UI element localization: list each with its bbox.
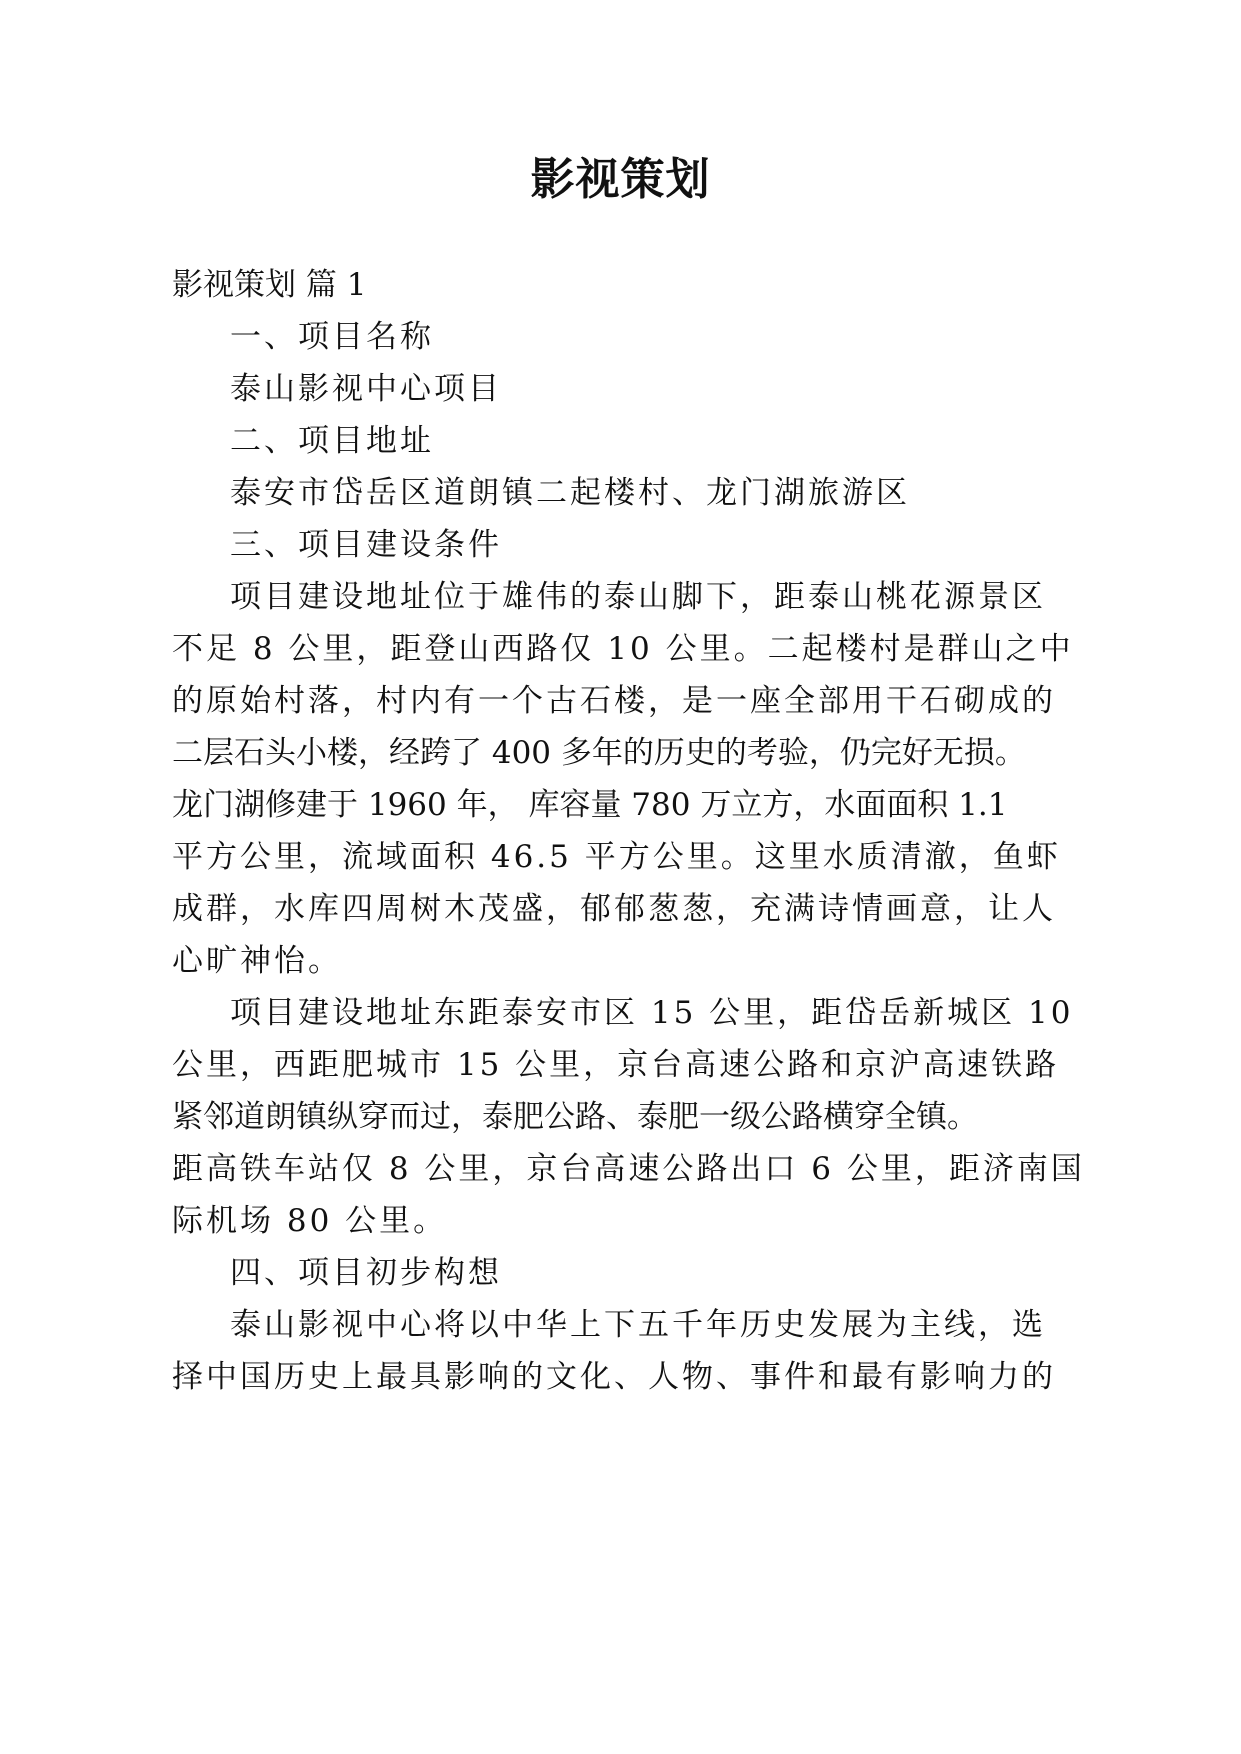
paragraph-line: 泰山影视中心将以中华上下五千年历史发展为主线，选 [230, 1307, 1046, 1343]
paragraph-line: 的原始村落，村内有一个古石楼，是一座全部用干石砌成的 [172, 683, 1056, 719]
project-name-text: 泰山影视中心项目 [230, 371, 502, 407]
paragraph-line: 际机场 80 公里。 [172, 1203, 448, 1239]
paragraph-line: 平方公里，流域面积 46.5 平方公里。这里水质清澈，鱼虾 [172, 839, 1061, 875]
paragraph-line: 紧邻道朗镇纵穿而过，泰肥公路、泰肥一级公路横穿全镇。 [172, 1099, 978, 1135]
paragraph-line: 龙门湖修建于 1960 年， 库容量 780 万立方，水面面积 1.1 [172, 787, 1008, 823]
project-address-text: 泰安市岱岳区道朗镇二起楼村、龙门湖旅游区 [230, 475, 910, 511]
paragraph-line: 项目建设地址东距泰安市区 15 公里，距岱岳新城区 10 [230, 995, 1074, 1031]
heading-project-address: 二、项目地址 [230, 423, 434, 459]
paragraph-line: 不足 8 公里，距登山西路仅 10 公里。二起楼村是群山之中 [172, 631, 1074, 667]
paragraph-line: 公里，西距肥城市 15 公里，京台高速公路和京沪高速铁路 [172, 1047, 1060, 1083]
heading-project-name: 一、项目名称 [230, 319, 434, 355]
heading-initial-concept: 四、项目初步构想 [230, 1255, 502, 1291]
document-title: 影视策划 [530, 154, 711, 205]
paragraph-line: 心旷神怡。 [172, 943, 342, 979]
section-heading: 影视策划 篇 1 [172, 267, 367, 303]
heading-construction-conditions: 三、项目建设条件 [230, 527, 502, 563]
paragraph-line: 二层石头小楼，经跨了 400 多年的历史的考验，仍完好无损。 [172, 735, 1026, 771]
paragraph-line: 成群，水库四周树木茂盛，郁郁葱葱，充满诗情画意，让人 [172, 891, 1056, 927]
paragraph-line: 择中国历史上最具影响的文化、人物、事件和最有影响力的 [172, 1359, 1056, 1395]
paragraph-line: 项目建设地址位于雄伟的泰山脚下，距泰山桃花源景区 [230, 579, 1046, 615]
paragraph-line: 距高铁车站仅 8 公里，京台高速公路出口 6 公里，距济南国 [172, 1151, 1085, 1187]
